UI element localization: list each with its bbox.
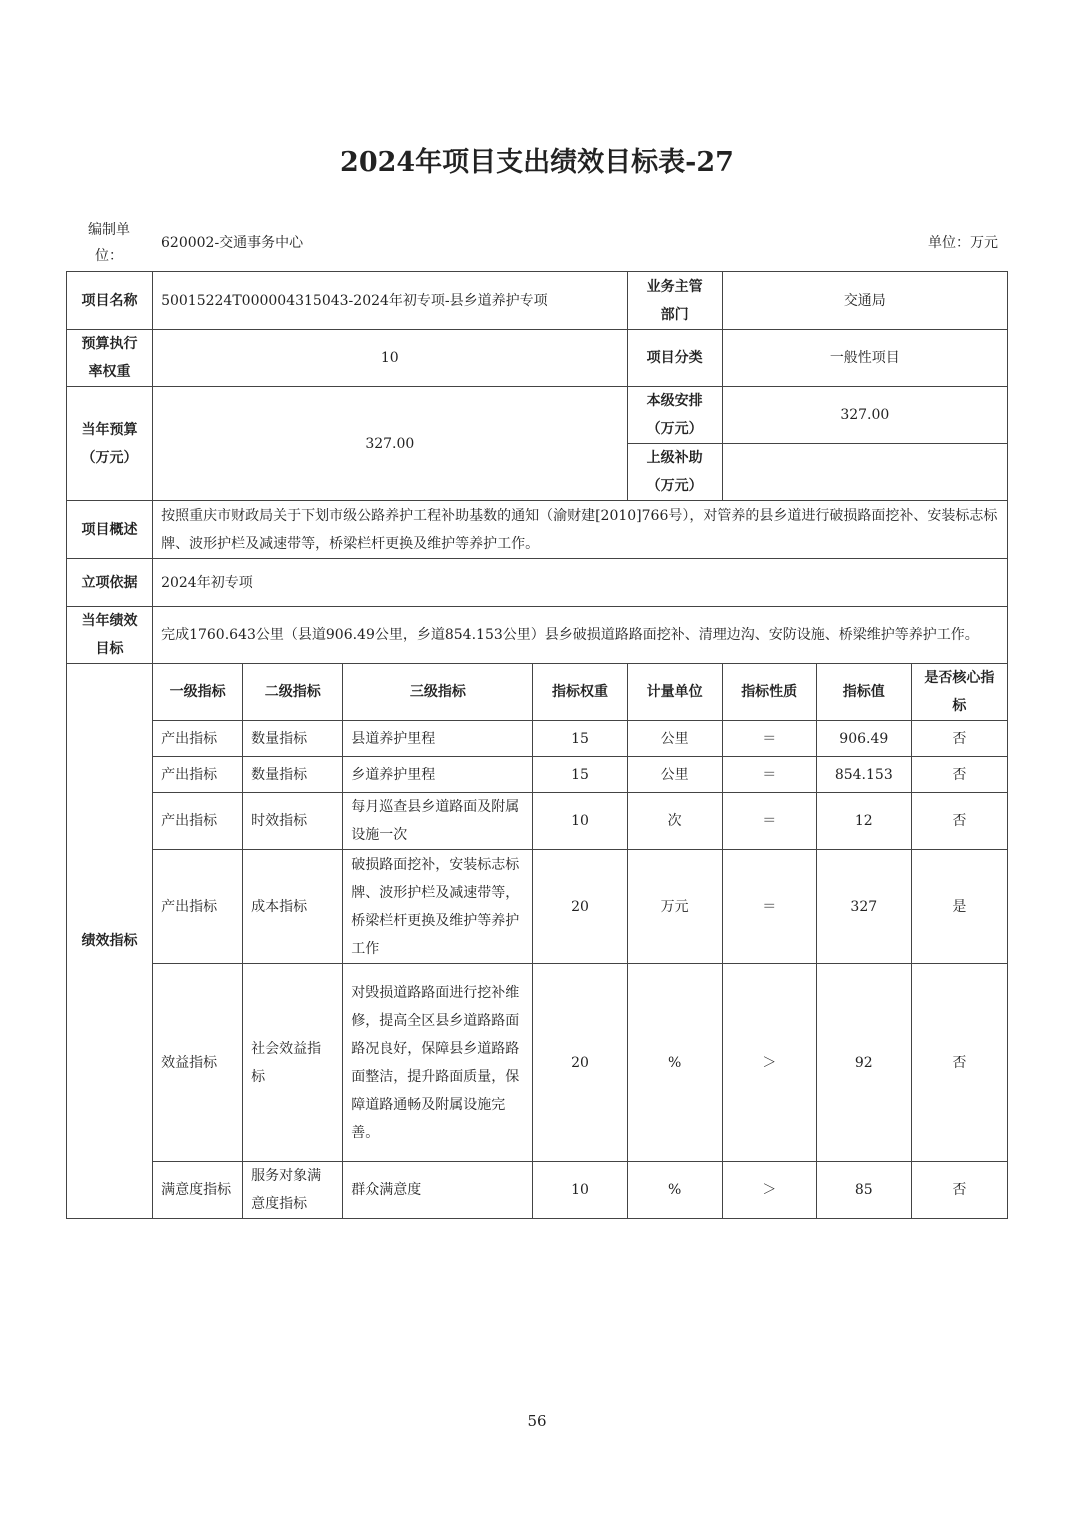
cell-core: 是: [911, 850, 1007, 964]
cell-l3: 破损路面挖补，安装标志标牌、波形护栏及减速带等，桥梁栏杆更换及维护等养护工作: [343, 850, 533, 964]
cell-nature: ＝: [722, 850, 816, 964]
cell-nature: ＝: [722, 721, 816, 757]
cell-value: 854.153: [816, 757, 911, 793]
cell-unit: 公里: [627, 757, 722, 793]
col-header: 三级指标: [343, 664, 533, 721]
local-value: 327.00: [722, 387, 1007, 444]
cell-weight: 20: [533, 964, 627, 1162]
cell-l2: 时效指标: [243, 793, 343, 850]
col-header: 指标性质: [722, 664, 816, 721]
table-row: [67, 964, 1008, 1162]
org-label-line2: 位：: [95, 248, 123, 264]
cell-nature: ＝: [722, 793, 816, 850]
cell-unit: 公里: [627, 721, 722, 757]
cell-weight: 15: [533, 757, 627, 793]
cell-l2: 服务对象满意度指标: [243, 1162, 343, 1219]
cell-core: 否: [911, 757, 1007, 793]
cell-value: 906.49: [816, 721, 911, 757]
table-row: [67, 1162, 1008, 1219]
indicators-section-label: 绩效指标: [67, 664, 153, 1219]
cell-value: 12: [816, 793, 911, 850]
cell-nature: ＞: [722, 964, 816, 1162]
cell-core: 否: [911, 793, 1007, 850]
basis-text: 2024年初专项: [153, 559, 1008, 607]
cell-l1: 产出指标: [153, 757, 243, 793]
cell-l3: 县道养护里程: [343, 721, 533, 757]
cell-l2: 数量指标: [243, 721, 343, 757]
col-header: 是否核心指标: [911, 664, 1007, 721]
local-label: 本级安排 （万元）: [627, 387, 722, 444]
cell-unit: %: [627, 1162, 722, 1219]
overview-label: 项目概述: [67, 501, 153, 559]
dept-label: 业务主管 部门: [627, 272, 722, 330]
col-header: 计量单位: [627, 664, 722, 721]
col-header: 二级指标: [243, 664, 343, 721]
weight-label: 预算执行 率权重: [67, 330, 153, 387]
upper-value: [722, 444, 1007, 501]
project-name: 50015224T000004315043-2024年初专项-县乡道养护专项: [153, 272, 627, 330]
overview-text: 按照重庆市财政局关于下划市级公路养护工程补助基数的通知（渝财建[2010]766号），对管养的县乡道进行破损路面挖补、安装标志标牌、波形护栏及减速带等，桥梁栏杆更换及维护等养护工作。: [153, 501, 1008, 559]
weight-value: 10: [153, 330, 627, 387]
cell-l3: 群众满意度: [343, 1162, 533, 1219]
dept-value: 交通局: [722, 272, 1007, 330]
cell-core: 否: [911, 964, 1007, 1162]
org-label: [66, 217, 152, 269]
page-title: 2024年项目支出绩效目标表-27: [340, 147, 734, 178]
cell-unit: %: [627, 964, 722, 1162]
cell-l1: 效益指标: [153, 964, 243, 1162]
org-label-line1: 编制单: [88, 222, 130, 238]
cell-weight: 15: [533, 721, 627, 757]
cell-nature: ＞: [722, 1162, 816, 1219]
cell-l3: 乡道养护里程: [343, 757, 533, 793]
header-meta: [66, 215, 1008, 271]
cell-weight: 10: [533, 793, 627, 850]
cell-core: 否: [911, 721, 1007, 757]
budget-value: 327.00: [153, 387, 627, 501]
cell-l1: 满意度指标: [153, 1162, 243, 1219]
upper-label: 上级补助 （万元）: [627, 444, 722, 501]
unit-label: 单位：万元: [928, 235, 998, 251]
cell-l3: 对毁损道路路面进行挖补维修，提高全区县乡道路路面路况良好，保障县乡道路路面整洁，提升路面质量，保障道路通畅及附属设施完善。: [343, 964, 533, 1162]
project-name-label: 项目名称: [67, 272, 153, 330]
cell-nature: ＝: [722, 757, 816, 793]
col-header: 指标权重: [533, 664, 627, 721]
col-header: 指标值: [816, 664, 911, 721]
table-row: [67, 757, 1008, 793]
cell-l3: 每月巡查县乡道路面及附属设施一次: [343, 793, 533, 850]
org-value: 620002-交通事务中心: [161, 235, 304, 251]
cell-l1: 产出指标: [153, 850, 243, 964]
page-number: 56: [527, 1412, 547, 1430]
cell-l1: 产出指标: [153, 721, 243, 757]
table-row: [67, 793, 1008, 850]
cell-weight: 10: [533, 1162, 627, 1219]
cell-value: 327: [816, 850, 911, 964]
performance-table: [66, 271, 1008, 1219]
cell-core: 否: [911, 1162, 1007, 1219]
category-value: 一般性项目: [722, 330, 1007, 387]
cell-value: 92: [816, 964, 911, 1162]
goal-label: 当年绩效 目标: [67, 607, 153, 664]
col-header: 一级指标: [153, 664, 243, 721]
goal-text: 完成1760.643公里（县道906.49公里，乡道854.153公里）县乡破损道路路面挖补、清理边沟、安防设施、桥梁维护等养护工作。: [153, 607, 1008, 664]
cell-value: 85: [816, 1162, 911, 1219]
budget-label: 当年预算 （万元）: [67, 387, 153, 501]
table-row: [67, 721, 1008, 757]
category-label: 项目分类: [627, 330, 722, 387]
cell-unit: 次: [627, 793, 722, 850]
cell-l2: 数量指标: [243, 757, 343, 793]
cell-weight: 20: [533, 850, 627, 964]
basis-label: 立项依据: [67, 559, 153, 607]
table-row: [67, 850, 1008, 964]
cell-l2: 社会效益指标: [243, 964, 343, 1162]
cell-l2: 成本指标: [243, 850, 343, 964]
cell-l1: 产出指标: [153, 793, 243, 850]
cell-unit: 万元: [627, 850, 722, 964]
